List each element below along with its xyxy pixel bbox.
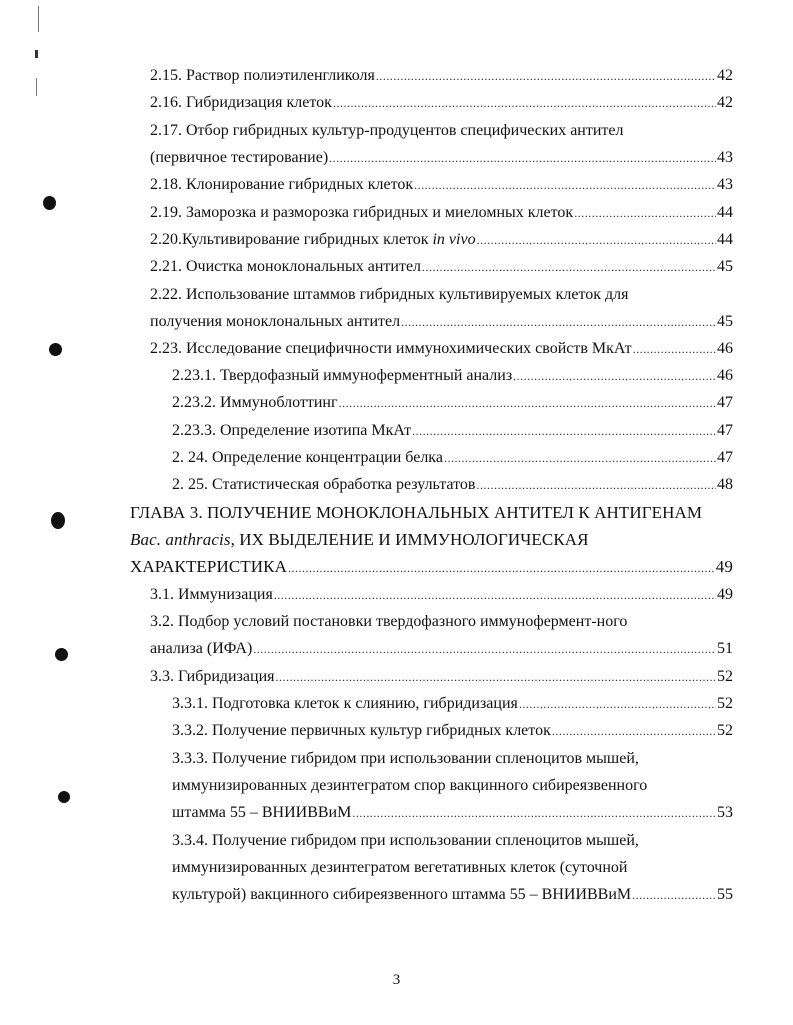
scan-artifact bbox=[36, 78, 37, 96]
toc-entry-page: 46 bbox=[717, 367, 733, 384]
toc-entry-title-text: 2.20.Культивирование гибридных клеток bbox=[150, 231, 433, 248]
toc-entry-page: 52 bbox=[717, 695, 733, 712]
toc-entry-title: 2.18. Клонирование гибридных клеток bbox=[150, 176, 414, 193]
scan-artifact bbox=[38, 6, 39, 32]
toc-entry-page: 53 bbox=[717, 804, 733, 821]
toc-entry-page: 42 bbox=[717, 94, 733, 111]
dot-leader bbox=[288, 558, 715, 578]
dot-leader bbox=[632, 885, 716, 905]
dot-leader bbox=[376, 66, 716, 86]
toc-entry-2-23 bbox=[150, 339, 733, 359]
toc-entry-2-17 bbox=[150, 148, 733, 168]
toc-entry-title bbox=[150, 230, 476, 250]
dot-leader bbox=[476, 475, 716, 495]
dot-leader bbox=[574, 203, 716, 223]
dot-leader bbox=[401, 312, 716, 332]
toc-entry-title: 3.3. Гибридизация bbox=[150, 668, 275, 685]
dot-leader bbox=[444, 448, 716, 468]
toc-entry-title-italic: in vivo bbox=[432, 231, 476, 248]
toc-entry-page: 43 bbox=[717, 176, 733, 193]
dot-leader bbox=[519, 694, 716, 714]
dot-leader bbox=[552, 721, 716, 741]
toc-entry-title: 3.3.2. Получение первичных культур гибридных клеток bbox=[172, 722, 551, 739]
toc-entry-title: 2.16. Гибридизация клеток bbox=[150, 94, 332, 111]
punch-hole-mark bbox=[43, 196, 56, 210]
toc-entry-3-1 bbox=[150, 585, 733, 605]
toc-entry-title: 2.23. Исследование специфичности иммунохимических свойств МкАт bbox=[150, 340, 632, 357]
toc-entry-2-15 bbox=[150, 66, 733, 86]
toc-entry-page: 55 bbox=[717, 886, 733, 903]
toc-entry-2-22-line1: 2.22. Использование штаммов гибридных культивируемых клеток для bbox=[150, 286, 629, 303]
toc-entry-2-23-3 bbox=[172, 421, 733, 441]
toc-entry-title: 2.23.2. Иммуноблоттинг bbox=[172, 394, 338, 411]
dot-leader bbox=[329, 148, 716, 168]
toc-entry-page: 47 bbox=[717, 422, 733, 439]
toc-entry-3-3 bbox=[150, 667, 733, 687]
toc-entry-page: 47 bbox=[717, 394, 733, 411]
toc-entry-title: 2. 25. Статистическая обработка результатов bbox=[172, 476, 476, 493]
punch-hole-mark bbox=[55, 648, 68, 661]
toc-entry-2-23-1 bbox=[172, 366, 733, 386]
punch-hole-mark bbox=[58, 791, 70, 803]
chapter-3-species-italic: Bac. anthracis bbox=[130, 530, 231, 549]
toc-entry-3-3-4 bbox=[172, 885, 733, 905]
toc-entry-page: 51 bbox=[717, 640, 733, 657]
toc-entry-2-18 bbox=[150, 175, 733, 195]
dot-leader bbox=[412, 421, 716, 441]
toc-entry-title: штамма 55 – ВНИИВВиМ bbox=[172, 804, 352, 821]
toc-entry-page: 43 bbox=[717, 149, 733, 166]
toc-entry-chapter-3 bbox=[130, 557, 733, 577]
toc-entry-2-17-line1: 2.17. Отбор гибридных культур-продуцентов специфических антител bbox=[150, 122, 624, 139]
toc-entry-title: культурой) вакцинного сибиреязвенного штамма 55 – ВНИИВВиМ bbox=[172, 886, 632, 903]
toc-entry-title: 3.1. Иммунизация bbox=[150, 586, 273, 603]
dot-leader bbox=[414, 175, 716, 195]
toc-entry-page: 47 bbox=[717, 449, 733, 466]
toc-entry-3-3-2 bbox=[172, 721, 733, 741]
toc-entry-page: 52 bbox=[717, 722, 733, 739]
punch-hole-mark bbox=[51, 512, 65, 529]
toc-entry-3-3-4-line1: 3.3.4. Получение гибридом при использовании спленоцитов мышей, bbox=[172, 832, 639, 849]
dot-leader bbox=[422, 257, 716, 277]
toc-entry-title: (первичное тестирование) bbox=[150, 149, 329, 166]
punch-hole-mark bbox=[49, 343, 62, 356]
toc-entry-page: 44 bbox=[717, 231, 733, 248]
toc-entry-2-23-2 bbox=[172, 393, 733, 413]
toc-entry-page: 44 bbox=[717, 204, 733, 221]
toc-entry-3-2 bbox=[150, 639, 733, 659]
dot-leader bbox=[477, 230, 716, 250]
toc-entry-3-3-4-line2: иммунизированных дезинтегратом вегетативных клеток (суточной bbox=[172, 859, 628, 876]
toc-entry-title: ХАРАКТЕРИСТИКА bbox=[130, 557, 287, 576]
toc-entry-page: 42 bbox=[717, 67, 733, 84]
toc-entry-title: 3.3.1. Подготовка клеток к слиянию, гибридизация bbox=[172, 695, 518, 712]
toc-entry-2-21 bbox=[150, 257, 733, 277]
scan-artifact bbox=[35, 50, 38, 58]
toc-entry-page: 45 bbox=[717, 258, 733, 275]
dot-leader bbox=[253, 639, 716, 659]
dot-leader bbox=[513, 366, 716, 386]
toc-entry-2-24 bbox=[172, 448, 733, 468]
toc-entry-title: 2. 24. Определение концентрации белка bbox=[172, 449, 443, 466]
toc-entry-page: 45 bbox=[717, 313, 733, 330]
toc-entry-title: 2.23.3. Определение изотипа МкАт bbox=[172, 422, 412, 439]
toc-entry-page: 46 bbox=[717, 340, 733, 357]
dot-leader bbox=[633, 339, 716, 359]
toc-entry-3-3-3-line1: 3.3.3. Получение гибридом при использовании спленоцитов мышей, bbox=[172, 750, 639, 767]
toc-entry-title: 2.19. Заморозка и разморозка гибридных и миеломных клеток bbox=[150, 204, 574, 221]
toc-entry-2-25 bbox=[172, 475, 733, 495]
toc-entry-page: 49 bbox=[717, 586, 733, 603]
toc-entry-page: 48 bbox=[717, 476, 733, 493]
toc-entry-3-2-line1: 3.2. Подбор условий постановки твердофазного иммунофермент-ного bbox=[150, 613, 628, 630]
toc-entry-3-3-1 bbox=[172, 694, 733, 714]
dot-leader bbox=[333, 93, 716, 113]
toc-entry-2-16 bbox=[150, 93, 733, 113]
toc-entry-title: анализа (ИФА) bbox=[150, 640, 253, 657]
toc-entry-2-19 bbox=[150, 203, 733, 223]
page-number: 3 bbox=[392, 972, 401, 988]
toc-entry-3-3-3-line2: иммунизированных дезинтегратом спор вакцинного сибиреязвенного bbox=[172, 777, 648, 794]
toc-entry-page: 52 bbox=[717, 668, 733, 685]
dot-leader bbox=[274, 585, 716, 605]
chapter-3-heading-line2 bbox=[130, 530, 589, 550]
toc-entry-page: 49 bbox=[715, 557, 733, 576]
chapter-3-heading-rest: , ИХ ВЫДЕЛЕНИЕ И ИММУНОЛОГИЧЕСКАЯ bbox=[230, 530, 589, 549]
toc-entry-title: получения моноклональных антител bbox=[150, 313, 401, 330]
chapter-3-heading-line1: ГЛАВА 3. ПОЛУЧЕНИЕ МОНОКЛОНАЛЬНЫХ АНТИТЕЛ К АНТИГЕНАМ bbox=[130, 503, 703, 522]
toc-entry-3-3-3 bbox=[172, 803, 733, 823]
dot-leader bbox=[352, 803, 716, 823]
toc-entry-title: 2.23.1. Твердофазный иммуноферментный анализ bbox=[172, 367, 513, 384]
toc-entry-title: 2.15. Раствор полиэтиленгликоля bbox=[150, 67, 375, 84]
toc-entry-title: 2.21. Очистка моноклональных антител bbox=[150, 258, 422, 275]
toc-entry-2-22 bbox=[150, 312, 733, 332]
dot-leader bbox=[276, 667, 716, 687]
dot-leader bbox=[339, 393, 716, 413]
toc-entry-2-20 bbox=[150, 230, 733, 250]
